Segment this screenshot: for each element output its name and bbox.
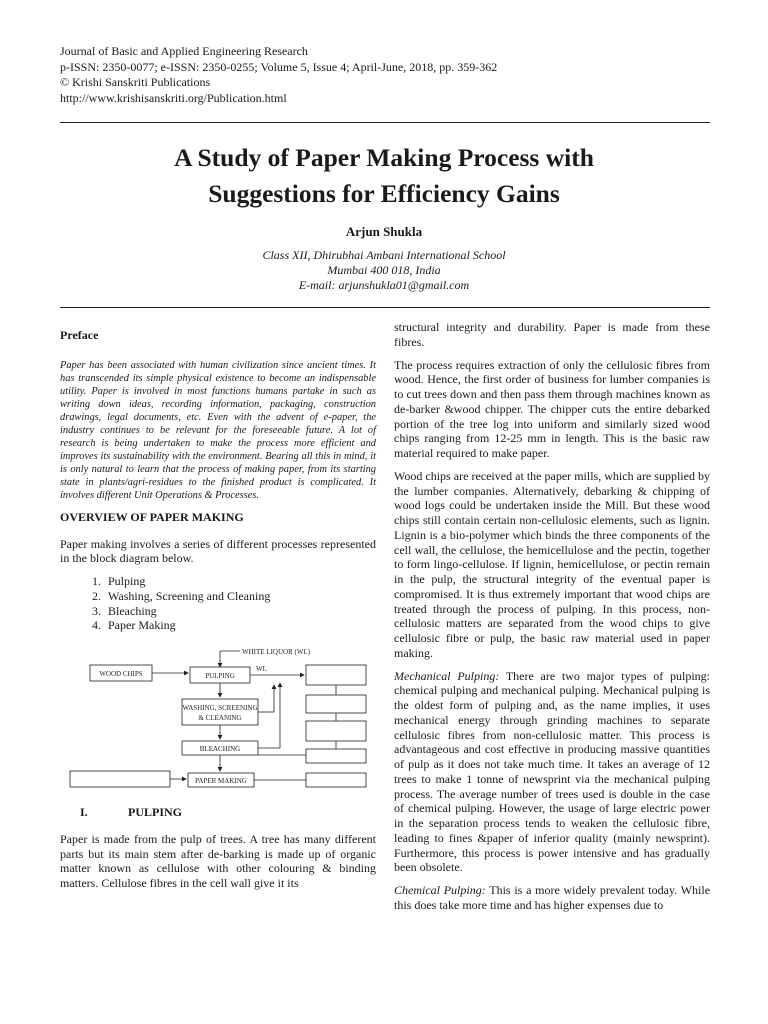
raw-input-box [70, 771, 170, 787]
publisher-line: © Krishi Sanskriti Publications [60, 75, 211, 89]
list-item: 3. Bleaching [104, 604, 376, 619]
paragraph: The process requires extraction of only the cellulosic fibres from wood. Hence, the first order of business for lumber companies is to cut trees down and then pass them through machines known as de-barker &wood chipper. The chipper cuts the entire debarked portion of the tree log into uniform and similarly sized wood chips ranging from 12-25 mm in length. This is the basic raw material required to make paper. [394, 357, 710, 460]
title-line-2: Suggestions for Efficiency Gains [208, 179, 560, 208]
author-name: Arjun Shukla [345, 224, 423, 239]
overview-text: Paper making involves a series of different processes represented in the block diagram below. [60, 536, 376, 566]
list-item: 4. Paper Making [104, 618, 376, 633]
preface-heading: Preface [60, 328, 99, 342]
right-column [394, 320, 710, 921]
issn-line: p-ISSN: 2350-0077; e-ISSN: 2350-0255; Volume 5, Issue 4; April-June, 2018, pp. 359-362 [60, 59, 498, 74]
section-number: I. [80, 805, 88, 819]
header-rule [60, 122, 710, 123]
wood-chips-label: WOOD CHIPS [99, 670, 143, 678]
mechanical-pulping-label: Mechanical Pulping: [394, 668, 500, 683]
washing-label-2: & CLEANING [198, 714, 242, 722]
mechanical-pulping-paragraph [394, 669, 710, 876]
paragraph: structural integrity and durability. Paper is made from these fibres. [394, 320, 710, 349]
paper-making-label: PAPER MAKING [195, 777, 247, 785]
pulping-text: Paper is made from the pulp of trees. A tree has many different parts but its main stem after de-barking is made up of organic matter known as cellulose with other colouring & binding matters. Cellulose fibres in the cell wall give it its [60, 831, 376, 890]
list-item: 1. Pulping [104, 574, 376, 589]
recovery-box [306, 749, 366, 763]
pulping-label: PULPING [205, 672, 235, 680]
process-steps-list [60, 574, 376, 633]
bleaching-label: BLEACHING [199, 745, 241, 753]
section-title: PULPING [128, 805, 182, 819]
paper-title [0, 140, 768, 212]
affiliation-school: Class XII, Dhirubhai Ambani International School [262, 248, 506, 262]
journal-url[interactable]: http://www.krishisanskriti.org/Publication.html [60, 90, 287, 105]
recovery-box [306, 665, 366, 685]
chemical-pulping-paragraph [394, 883, 710, 913]
journal-header [60, 44, 497, 106]
recovery-box [306, 773, 366, 787]
title-rule [60, 307, 710, 308]
chemical-pulping-text: This is a more widely prevalent today. While this does take more time and has higher expenses due to [394, 883, 711, 912]
author-email: E-mail: arjunshukla01@gmail.com [298, 278, 470, 292]
paragraph: Wood chips are received at the paper mills, which are supplied by the lumber companies. Alternatively, debarking & chipping of wood logs could be undertaken inside the Mill. But these wood chips still contain certain non-cellulosic elements, such as lignin. Lignin is a bio-polymer which binds the three components of the cell wall, the cellulose, the hemicellulose and the pectin, together to form lingo-cellulose. If lignin, hemicellulose, or pectin remain in the pulp, the structural integrity of the eventual paper is compromised. It is thus extremely important that wood chips are treated through the process of pulping. In this process, non-cellulosic matters are separated from the wood chips to give cellulosic fibre or pulp, the basic raw material used in paper making. [394, 468, 710, 660]
overview-heading: OVERVIEW OF PAPER MAKING [60, 509, 244, 524]
preface-text: Paper has been associated with human civilization since ancient times. It has transcended its simple physical existence to become an indispensable utility. Paper is involved in most functions humans partake in such as writing down ideas, recording information, packaging, construction drawings, legal documents, etc. Even with the advent of e-paper, the industry continues to be relevant for the foreseeable future. A lot of research is being undertaken to make the process more efficient and improves its sustainability with the environment. Bearing all this in mind, it is only natural to learn that the process of making paper, from its starting state in plants/agri-residues to the finished product is complicated. It involves different Unit Operations & Processes. [60, 359, 376, 501]
list-item: 2. Washing, Screening and Cleaning [104, 589, 376, 604]
washing-label-1: WASHING, SCREENING [182, 704, 258, 712]
process-block-diagram [60, 643, 376, 793]
journal-name: Journal of Basic and Applied Engineering Research [60, 44, 308, 58]
author-affiliation [0, 248, 768, 293]
recovery-box [306, 695, 366, 713]
affiliation-city: Mumbai 400 018, India [327, 263, 441, 277]
title-line-1: A Study of Paper Making Process with [174, 143, 594, 172]
pulping-section-heading [60, 805, 376, 820]
chemical-pulping-label: Chemical Pulping: [394, 883, 486, 897]
wl-label: WL [256, 665, 267, 673]
mechanical-pulping-text: There are two major types of pulping: chemical pulping and mechanical pulping. Mechanical pulping is the oldest form of pulping and, as the name implies, it uses mechanical energy through grinding machines to separate cellulosic fibres from non-cellulosic matter. This process is advantageous and cost effective in producing massive quantities of pulp as it does not take much time. It takes an average of 12 trees to make 1 tonne of newsprint via the mechanical pulping process. The average number of trees used is double in the case of chemical pulping. However, the usage of large electric power in the separation process tends to weaken the cellulosic fibre, leading to fines &paper of inferior quality (mainly newsprint). Furthermore, this process is power intensive and has gradually been obsolete. [394, 668, 710, 875]
white-liquor-label: WHITE LIQUOR (WL) [242, 648, 311, 656]
recovery-box [306, 721, 366, 741]
left-column [60, 320, 376, 899]
